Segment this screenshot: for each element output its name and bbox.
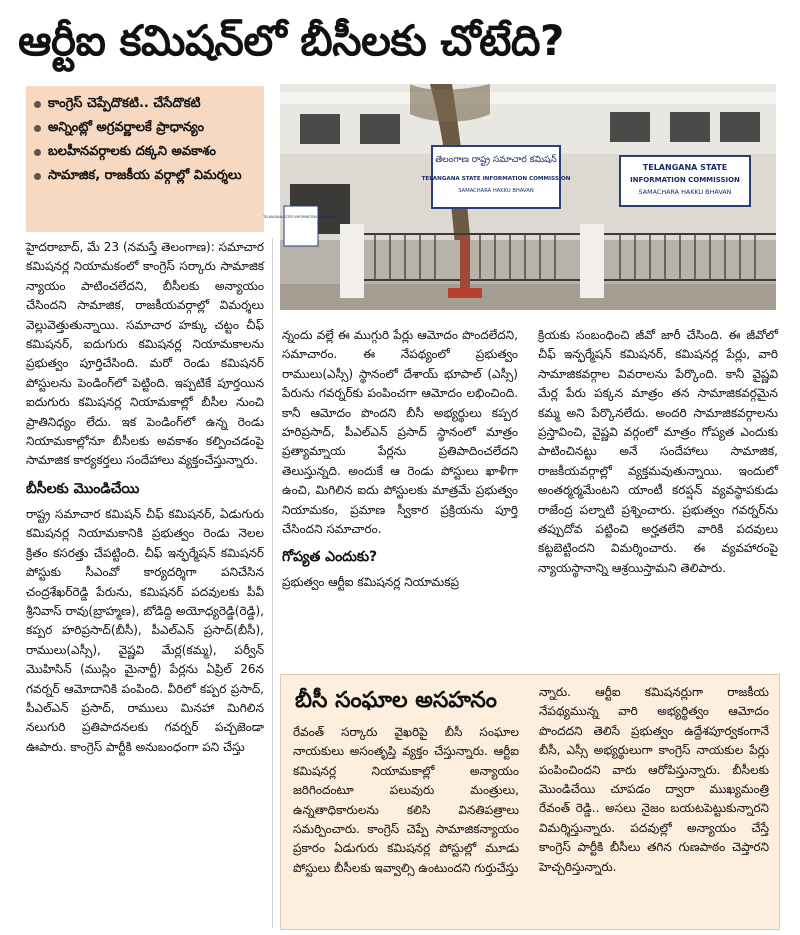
sign-main-english: TELANGANA STATE INFORMATION COMMISSION (421, 176, 571, 182)
box-column-left: రేవంత్ సర్కారు వైఖరిపై బీసీ సంఘాల నాయకులు అసంతృప్తి వ్యక్తం చేస్తున్నారు. ఆర్టీఐ కమిషనర్ల నియామకాల్లో అన్యాయం జరిగిందంటూ పలువురు మంత్రులు, ఉన్నతాధికారులను కలిసి వినతిపత్రాలు సమర్పించారు. కాంగ్రెస్ చెప్పే సామాజికన్యాయం ప్రకారం ఏడుగురు కమిషనర్ల పోస్టుల్లో మూడు పోస్టులు బీసీలకు ఇవ్వాల్సి ఉంటుందని గుర్తుచేస్తు (293, 725, 519, 875)
article-paragraph: రాష్ట్ర సమాచార కమిషన్ చీఫ్ కమిషనర్, ఏడుగురు కమిషనర్ల నియామకానికి ప్రభుత్వం రెండు నెలల క్రితం కసరత్తు చేపట్టింది. చీఫ్ ఇన్ఫర్మేషన్ కమిషనర్ పోస్టుకు సీఎంవో కార్యదర్శిగా పనిచేసిన చంద్రశేఖర్‌రెడ్డి పేరును, కమిషనర్ పదవులకు పీవీ శ్రీనివాస్ రావు(బ్రాహ్మణ), బోడిద్ది అయోధ్యరెడ్డి(రెడ్డి), కప్పర హరిప్రసాద్(బీసీ), పీఎల్‌ఎన్ ప్రసాద్(బీసీ), రాములు(ఎస్సీ), వైష్ణవి మేర్ల(కమ్మ), పర్వీన్ మొహిసిన్ (ముస్లిం మైనార్టీ) పేర్లను ఏప్రిల్ 26న గవర్నర్ ఆమోదానికి పంపింది. వీరిలో కప్పర ప్రసాద్, పీఎల్‌ఎన్ ప్రసాద్, రాములు మినహా మిగిలిన నలుగురి ప్రతిపాదనలకు గవర్నర్ పచ్చజెండా ఊపారు. కాంగ్రెస్ పార్టీకి అనుబంధంగా పని చేస్తు (26, 506, 264, 754)
sign-right-line2: INFORMATION COMMISSION (630, 176, 740, 184)
headline: ఆర్టీఐ కమిషన్‌లో బీసీలకు చోటేది? (18, 16, 564, 65)
sign-right-line3: SAMACHARA HAKKU BHAVAN (638, 188, 732, 196)
article-column-1 (26, 238, 264, 757)
bc-associations-box (280, 674, 780, 930)
sign-right-line1: TELANGANA STATE (642, 163, 728, 172)
article-column-3 (538, 326, 778, 578)
subheading: బీసీలకు మొండిచేయి (26, 480, 140, 497)
box-column-right: న్నారు. ఆర్టీఐ కమిషనర్లుగా రాజకీయ నేపథ్యమున్న వారి అభ్యర్థిత్వం ఆమోదం పొందదని తెలిసే ప్రభుత్వం ఉద్దేశపూర్వకంగానే బీసీ, ఎస్సీ అభ్యర్థులుగా కాంగ్రెస్ నాయకుల పేర్లు పంపించిందని వారు ఆరోపిస్తున్నారు. బీసీలకు మొండిచేయి చూపడం ద్వారా ముఖ్యమంత్రి రేవంత్ రెడ్డి.. అసలు నైజం బయటపెట్టుకున్నారని విమర్శిస్తున్నారు. పదవుల్లో అన్యాయం చేస్తే కాంగ్రెస్ పార్టీకి బీసీలు తగిన గుణపాఠం చెప్తారని హెచ్చరిస్తున్నారు. (539, 685, 769, 874)
article-paragraph: న్నందు వల్లే ఈ ముగ్గురి పేర్లు ఆమోదం పొందలేదని, సమాచారం. ఈ నేపథ్యంలో ప్రభుత్వం రాములు(ఎస్సీ) స్థానంలో దేశాయ్ భూపాల్ (ఎస్సీ) పేరును గవర్నర్‌కు పంపించగా ఆమోదం లభించింది. కానీ ఆమోదం పొందని బీసీ అభ్యర్థులు కప్పర హరిప్రసాద్, పీఎల్‌ఎన్ ప్రసాద్ స్థానంలో మాత్రం ప్రత్యామ్నాయ పేర్లను ప్రతిపాదించలేదని తెలుస్తున్నది. అందుకే ఆ రెండు పోస్టులు ఖాళీగా ఉంచి, మిగిలిన ఐదు పోస్టులకు మాత్రమే ప్రభుత్వం నియామకం, ప్రమాణ స్వీకార ప్రక్రియను పూర్తి చేసిందని సమాచారం. (282, 328, 518, 537)
highlight-item: అన్నింట్లో అగ్రవర్ణాలకే ప్రాధాన్యం (34, 116, 256, 140)
highlight-item: బలహీనవర్గాలకు దక్కని అవకాశం (34, 140, 256, 164)
box-title: బీసీ సంఘాల అసహనం (295, 688, 497, 713)
highlights-box (26, 86, 264, 232)
sign-small: TELANGANA STATE INFORMATION COMMISSION (263, 215, 339, 219)
article-paragraph: హైదరాబాద్, మే 23 (నమస్తే తెలంగాణ): సమాచార కమిషనర్ల నియామకంలో కాంగ్రెస్ సర్కారు సామాజిక న్యాయం పాటించలేదని, బీసీలకు అన్యాయం చేసిందని సామాజిక, రాజకీయవర్గాల్లో విమర్శలు వెల్లువెత్తుతున్నాయి. సమాచార హక్కు చట్టం చీఫ్ కమిషనర్, ఐదుగురు కమిషనర్ల నియామకాలను ప్రభుత్వం పూర్తిచేసింది. మరో రెండు కమిషనర్ పోస్టులను పెండింగ్‌లో పెట్టింది. ఇప్పటికే పూర్తయిన ఐదుగురు కమిషనర్ల నియామకాల్లో బీసీల నుంచి ప్రాతినిధ్యం లేదు. ఇక పెండింగ్‌లో ఉన్న రెండు నియామకాల్లోనూ బీసీలకు అవకాశం కల్పించడంపై సామాజిక కార్యకర్తలు సందేహాలు వ్యక్తంచేస్తున్నారు. (26, 240, 264, 468)
column-divider (272, 238, 273, 928)
article-paragraph: క్రియకు సంబంధించి జీవో జారీ చేసింది. ఈ జీవోలో చీఫ్ ఇన్ఫర్మేషన్ కమిషనర్, కమిషనర్ల పేర్లు, వారి సామాజికవర్గాల వివరాలను పేర్కొంది. కానీ వైష్ణవి మేర్ల పేరు పక్కన మాత్రం తన సామాజికవర్గమైన కమ్మ అని పేర్కొనలేదు. అందరి సామాజికవర్గాలను ప్రస్తావించి, వైష్ణవి వర్గంలో మాత్రం గోప్యత ఎందుకు పాటించినట్టు అనే సందేహాలు సామాజిక, రాజకీయవర్గాల్లో వ్యక్తమవుతున్నాయి. ఇందులో అంతర్మర్మమేంటని యాంటీ కరప్షన్ వ్యవస్థాపకుడు రాజేంద్ర పల్నాటి ప్రశ్నించారు. ప్రభుత్వం గవర్నర్‌ను తప్పుదోవ పట్టించి అర్హతలేని వారికి పదవులు కట్టబెట్టిందని విమర్శించారు. ఈ వ్యవహారంపై న్యాయస్థానాన్ని ఆశ్రయిస్తామని తెలిపారు. (538, 328, 778, 575)
highlight-item: కాంగ్రెస్ చెప్పేదొకటి.. చేసేదొకటి (34, 92, 256, 116)
article-column-2 (282, 326, 518, 593)
subheading: గోప్యత ఎందుకు? (282, 549, 378, 566)
sign-main-telugu: తెలంగాణ రాష్ట్ర సమాచార కమిషన్ (435, 155, 557, 165)
building-photo (263, 84, 776, 310)
building-photo-illustration (263, 84, 776, 310)
article-paragraph: ప్రభుత్వం ఆర్టీఐ కమిషనర్ల నియామకప్ర (282, 575, 460, 590)
sign-main-sub: SAMACHARA HAKKU BHAVAN (458, 188, 534, 194)
highlight-item: సామాజిక, రాజకీయ వర్గాల్లో విమర్శలు (34, 164, 256, 188)
